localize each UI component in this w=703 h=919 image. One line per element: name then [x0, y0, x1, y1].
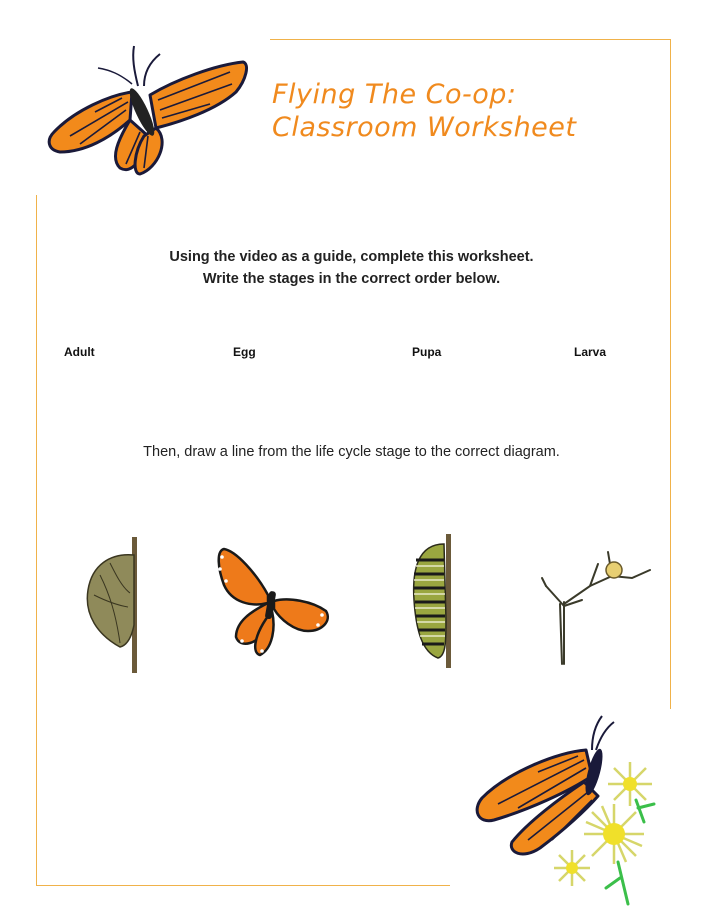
frame-top-line [270, 39, 671, 40]
instruction-line-1: Using the video as a guide, complete this worksheet. [169, 249, 534, 265]
frame-left-line [36, 195, 37, 885]
instruction-line-2: Write the stages in the correct order below. [202, 271, 501, 287]
stage-label-larva: Larva [574, 345, 607, 359]
monarch-butterfly-icon [212, 545, 334, 660]
stage-label-pupa: Pupa [412, 345, 442, 359]
instructions-block [0, 246, 703, 290]
egg-on-branch-icon [538, 542, 656, 666]
title-line-2: Classroom Worksheet [272, 112, 577, 143]
instruction-line-3: Then, draw a line from the life cycle stage to the correct diagram. [143, 444, 560, 460]
caterpillar-icon [408, 530, 458, 670]
stage-label-egg: Egg [233, 345, 256, 359]
monarch-butterfly-top-icon [40, 40, 255, 180]
frame-bottom-line [36, 885, 450, 886]
chrysalis-icon [80, 535, 145, 675]
page-title [272, 78, 672, 144]
title-line-1: Flying The Co-op: [272, 79, 517, 110]
butterfly-on-flowers-icon [468, 712, 668, 907]
stage-label-adult: Adult [64, 345, 95, 359]
